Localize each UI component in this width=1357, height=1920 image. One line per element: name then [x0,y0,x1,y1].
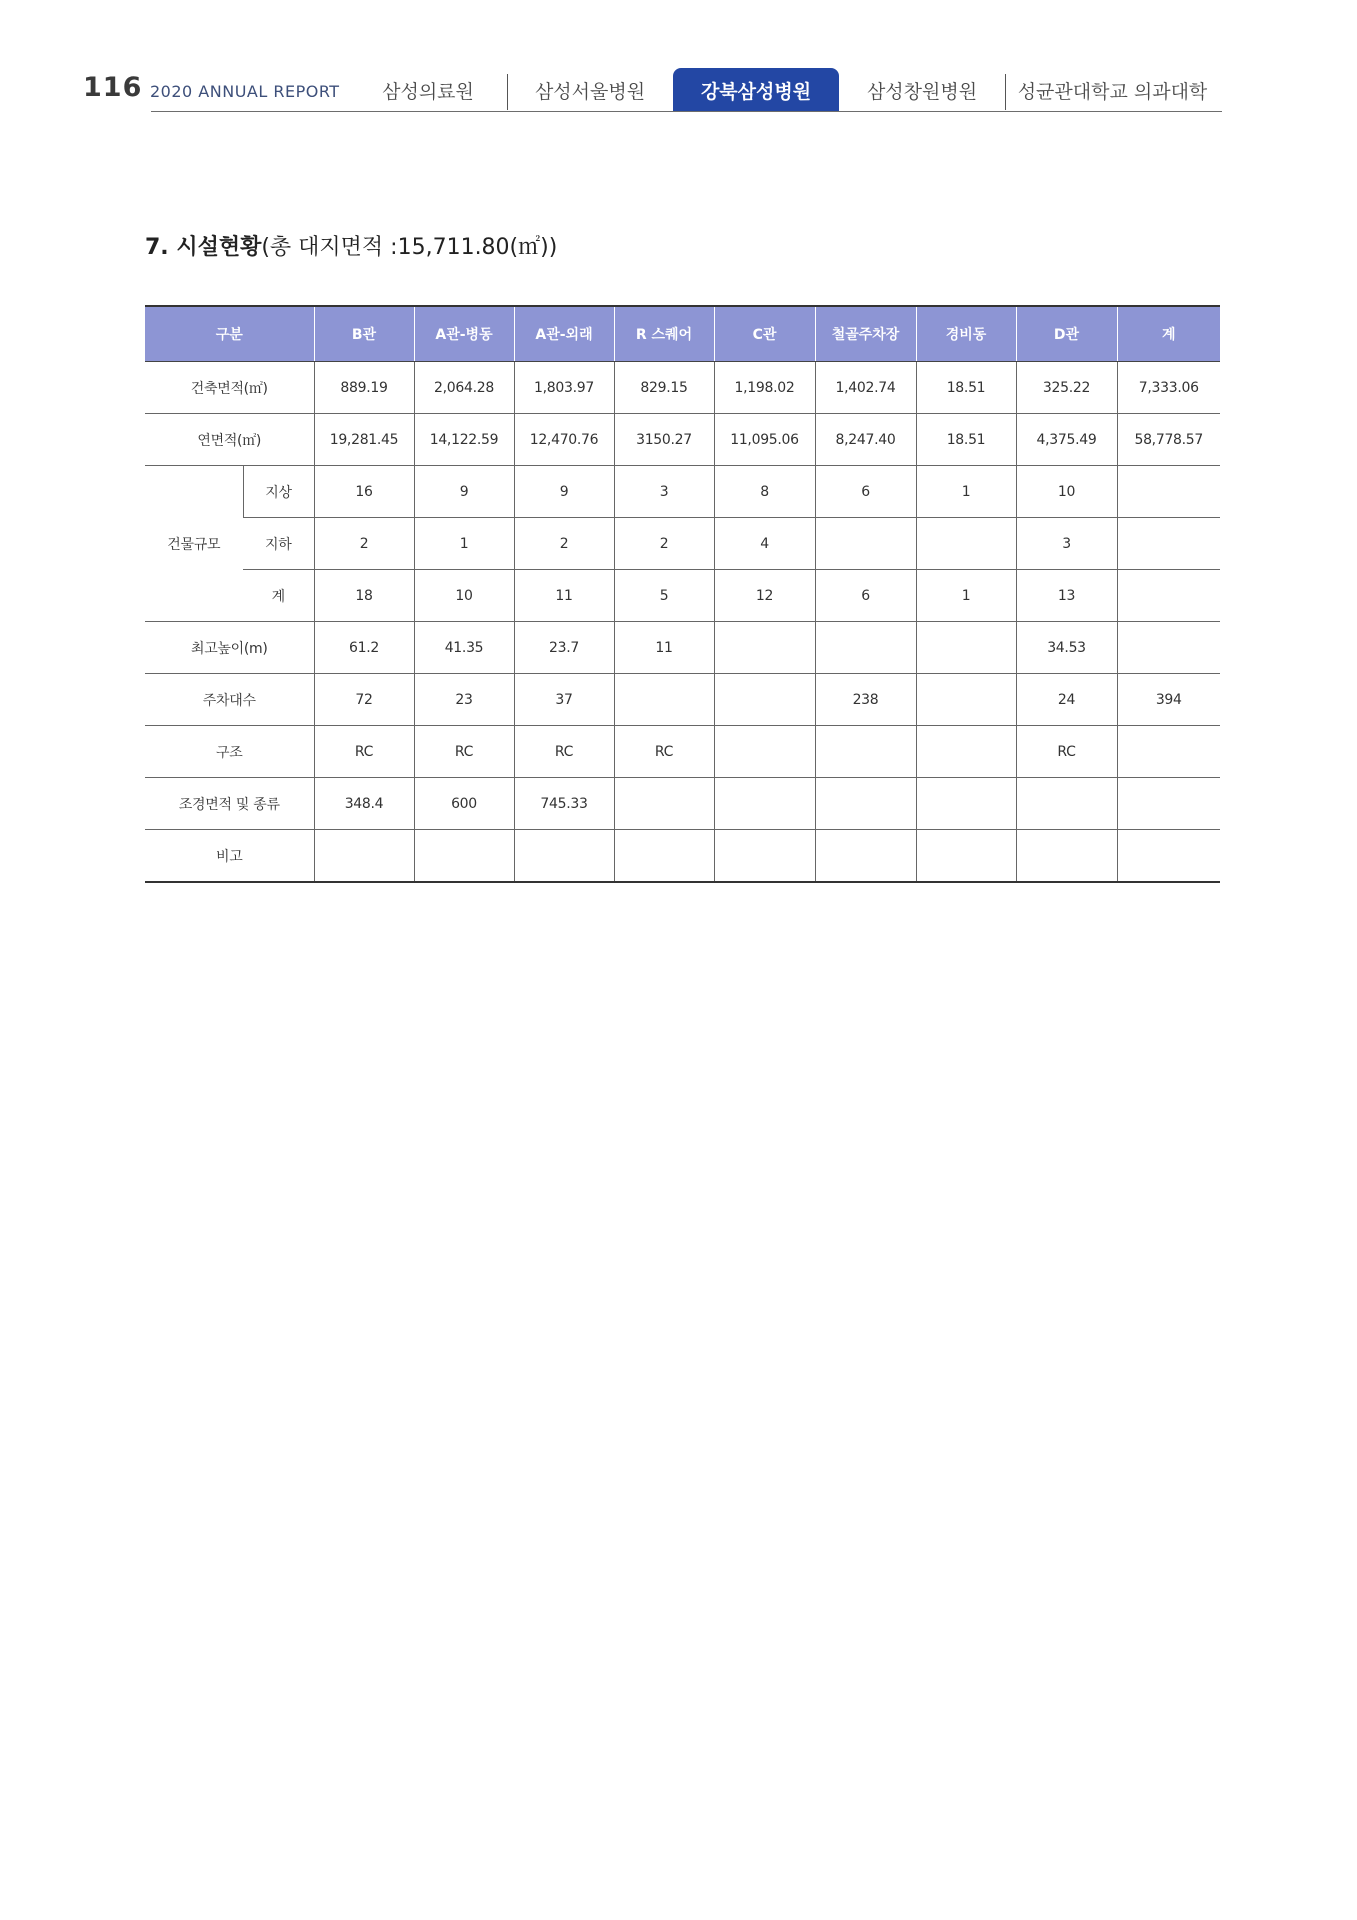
table-row [145,674,1220,726]
column-header: 구분 [145,306,314,362]
table-row [145,778,1220,830]
table-cell: 12,470.76 [514,414,614,466]
table-cell [614,674,714,726]
tab-samsung-medical-center[interactable]: 삼성의료원 [382,80,474,103]
column-header: 계 [1117,306,1220,362]
table-cell: 1 [916,570,1016,622]
table-cell: 325.22 [1016,362,1117,414]
section-tabs [349,68,1220,112]
table-cell [916,674,1016,726]
table-cell: 12 [714,570,815,622]
table-cell [714,778,815,830]
table-cell: 6 [815,570,916,622]
table-cell: 2 [514,518,614,570]
table-cell: 2,064.28 [414,362,514,414]
table-cell [714,622,815,674]
table-header-row [145,306,1220,362]
table-cell [314,830,414,883]
table-cell: 1 [916,466,1016,518]
row-label: 비고 [145,830,314,883]
table-cell [614,778,714,830]
report-label: 2020 ANNUAL REPORT [150,82,340,101]
table-cell: 19,281.45 [314,414,414,466]
table-cell: 745.33 [514,778,614,830]
table-cell [514,830,614,883]
table-cell: 1,198.02 [714,362,815,414]
table-cell: 3 [614,466,714,518]
table-cell [714,830,815,883]
table-cell: 58,778.57 [1117,414,1220,466]
table-cell [916,622,1016,674]
column-header: A관-외래 [514,306,614,362]
table-cell: 4,375.49 [1016,414,1117,466]
table-cell: 7,333.06 [1117,362,1220,414]
column-header: 경비동 [916,306,1016,362]
table-cell: 72 [314,674,414,726]
tab-skku-medicine[interactable]: 성균관대학교 의과대학 [1005,68,1220,112]
table-cell: 6 [815,466,916,518]
table-row [145,622,1220,674]
table-cell: RC [314,726,414,778]
column-header: C관 [714,306,815,362]
table-cell [1016,778,1117,830]
table-cell [815,726,916,778]
table-cell: 8,247.40 [815,414,916,466]
table-cell: 16 [314,466,414,518]
row-sublabel: 지하 [243,518,314,570]
table-cell: 13 [1016,570,1117,622]
table-row [145,570,1220,622]
table-row [145,362,1220,414]
table-cell [714,674,815,726]
table-cell [815,622,916,674]
section-title-main: 7. 시설현황 [145,235,262,260]
page-header [0,0,1357,120]
row-label: 주차대수 [145,674,314,726]
table-cell: RC [614,726,714,778]
table-cell: 18 [314,570,414,622]
table-cell: 23 [414,674,514,726]
table-cell: 3150.27 [614,414,714,466]
table-cell [714,726,815,778]
section-title-sub: (총 대지면적 :15,711.80(㎡)) [261,235,558,260]
table-cell: RC [514,726,614,778]
table-cell [815,778,916,830]
row-label: 조경면적 및 종류 [145,778,314,830]
table-cell [1117,830,1220,883]
table-cell [1117,726,1220,778]
table-cell: 600 [414,778,514,830]
tab-samsung-seoul-hospital[interactable]: 삼성서울병원 [507,68,673,112]
table-cell: 8 [714,466,815,518]
column-header: D관 [1016,306,1117,362]
table-cell: 1,803.97 [514,362,614,414]
table-cell: 1 [414,518,514,570]
table-cell: 348.4 [314,778,414,830]
header-divider [151,111,1222,112]
table-cell: 3 [1016,518,1117,570]
row-label: 최고높이(m) [145,622,314,674]
table-cell: 10 [1016,466,1117,518]
table-cell: 11,095.06 [714,414,815,466]
table-cell: 9 [414,466,514,518]
row-sublabel: 계 [243,570,314,622]
table-cell: 11 [614,622,714,674]
row-label: 연면적(㎡) [145,414,314,466]
table-cell: 18.51 [916,362,1016,414]
table-row [145,518,1220,570]
table-cell [916,830,1016,883]
table-cell: RC [414,726,514,778]
table-cell [614,830,714,883]
table-row [145,414,1220,466]
row-sublabel: 지상 [243,466,314,518]
page-number: 116 [83,72,143,103]
table-row [145,466,1220,518]
table-row [145,726,1220,778]
table-cell [414,830,514,883]
table-cell: 5 [614,570,714,622]
tab-samsung-changwon-hospital[interactable]: 삼성창원병원 [866,80,978,103]
table-cell [1117,466,1220,518]
table-cell: RC [1016,726,1117,778]
table-cell [1117,622,1220,674]
table-cell [815,830,916,883]
table-cell: 24 [1016,674,1117,726]
column-header: B관 [314,306,414,362]
row-group-label: 건물규모 [145,466,243,622]
table-cell: 23.7 [514,622,614,674]
table-cell: 829.15 [614,362,714,414]
table-cell: 61.2 [314,622,414,674]
table-cell: 394 [1117,674,1220,726]
column-header: 철골주차장 [815,306,916,362]
table-cell: 10 [414,570,514,622]
facility-table [145,305,1220,883]
tab-kangbuk-samsung-hospital[interactable]: 강북삼성병원 [673,68,839,112]
table-cell [916,518,1016,570]
table-cell: 889.19 [314,362,414,414]
table-cell: 238 [815,674,916,726]
table-cell: 14,122.59 [414,414,514,466]
table-cell: 11 [514,570,614,622]
table-cell: 2 [314,518,414,570]
row-label: 건축면적(㎡) [145,362,314,414]
table-cell: 1,402.74 [815,362,916,414]
table-cell: 37 [514,674,614,726]
table-cell: 41.35 [414,622,514,674]
table-cell [1016,830,1117,883]
table-cell: 4 [714,518,815,570]
table-cell: 18.51 [916,414,1016,466]
column-header: R 스퀘어 [614,306,714,362]
section-title [145,230,557,261]
row-label: 구조 [145,726,314,778]
table-cell [916,726,1016,778]
table-cell: 9 [514,466,614,518]
table-cell: 34.53 [1016,622,1117,674]
table-cell: 2 [614,518,714,570]
table-cell [1117,778,1220,830]
column-header: A관-병동 [414,306,514,362]
table-cell [1117,518,1220,570]
table-cell [815,518,916,570]
table-cell [916,778,1016,830]
table-cell [1117,570,1220,622]
table-row [145,830,1220,883]
